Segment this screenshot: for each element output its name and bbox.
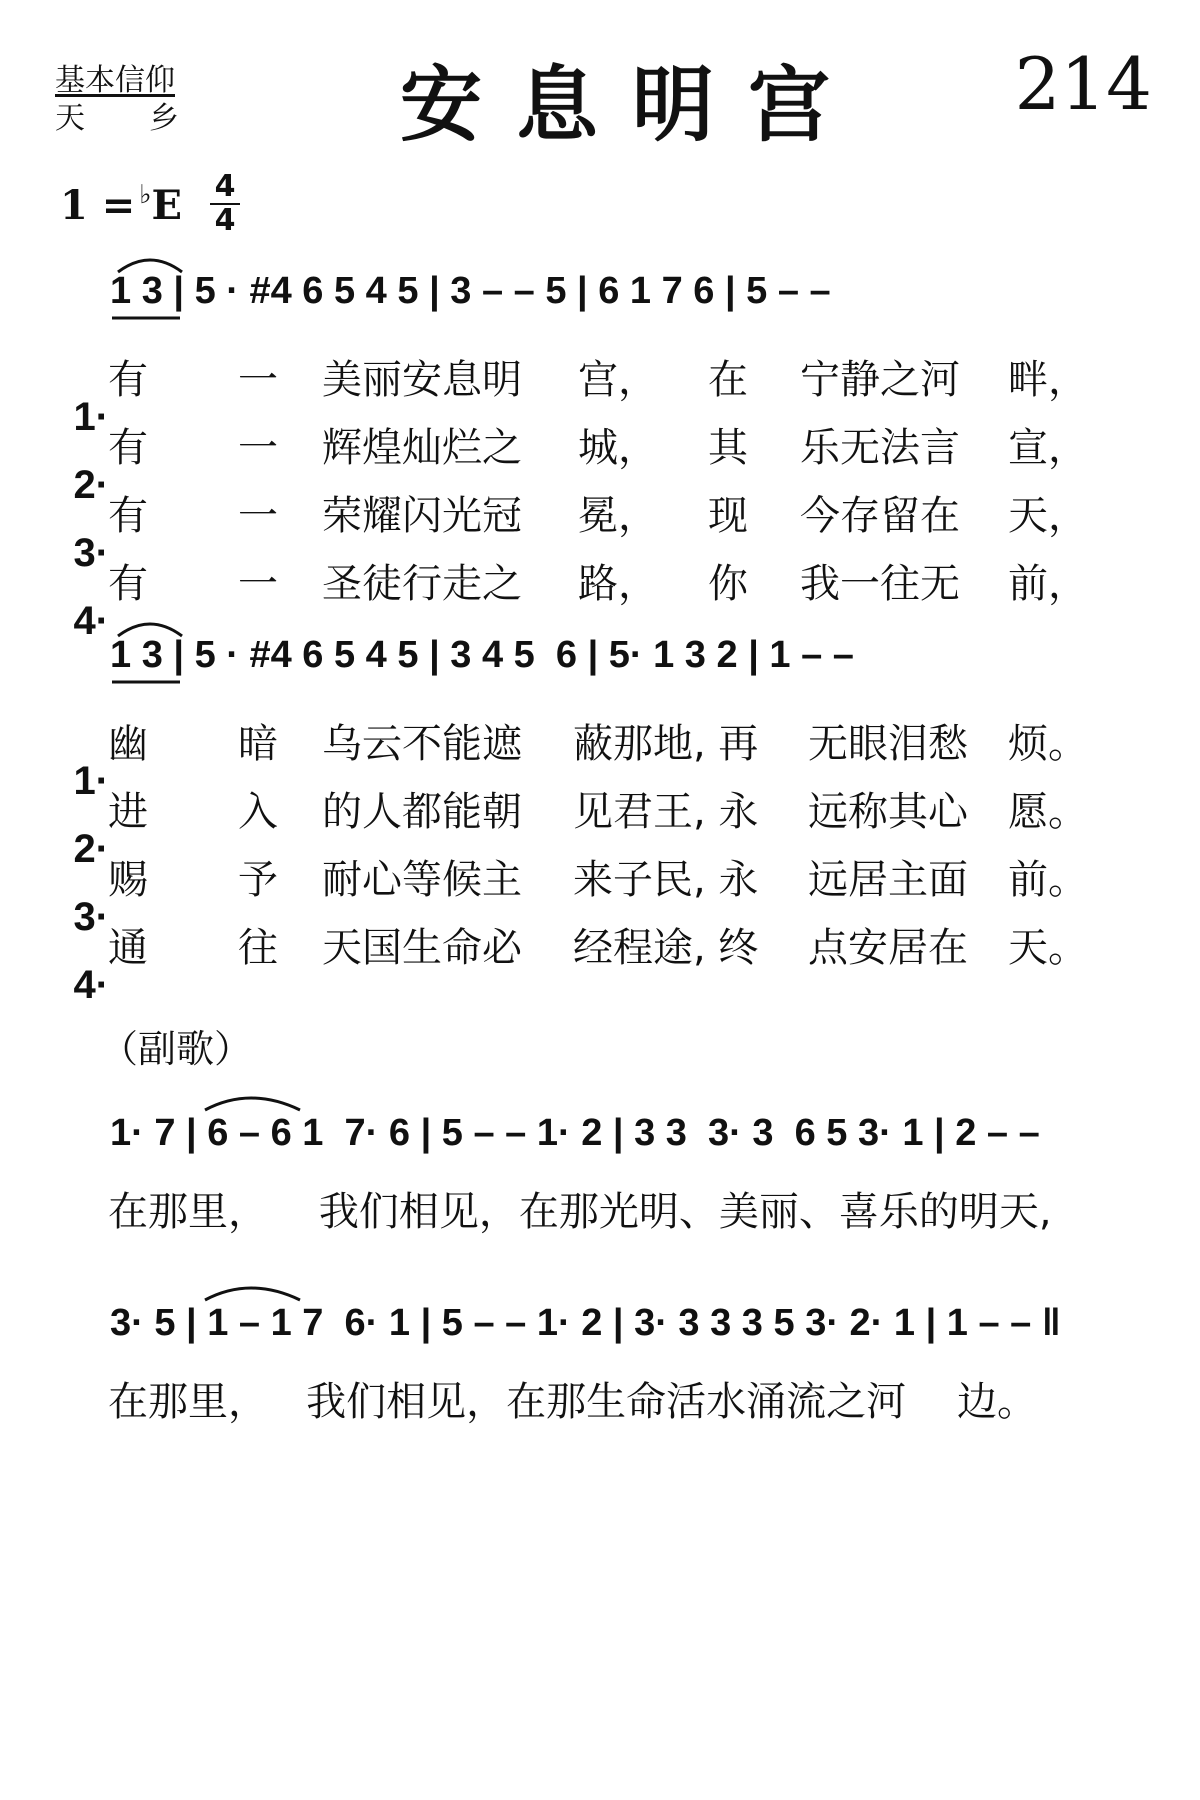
- lyric-seg: 路，: [578, 561, 658, 607]
- lyric-seg: 一: [238, 357, 278, 403]
- lyric-seg: 辉煌灿烂之: [322, 425, 522, 471]
- chorus-lyric-1: 在那里， 我们相见，在那光明、美丽、喜乐的明天,: [108, 1189, 1052, 1235]
- verse-number: 1·: [73, 395, 110, 439]
- lyric-seg: 宁静之河: [800, 357, 960, 403]
- hymn-number: 214: [1014, 42, 1152, 126]
- verse-number: 2·: [73, 463, 110, 507]
- lyric-seg: 暗: [238, 721, 278, 767]
- verse-number: 3·: [73, 895, 110, 939]
- lyric-seg: 来子民, 永: [573, 857, 759, 903]
- verse-number: 2·: [73, 827, 110, 871]
- slur-mark: [205, 1098, 300, 1110]
- lyric-seg: 乐无法言: [800, 425, 960, 471]
- lyric-seg: 远称其心: [808, 789, 968, 835]
- lyric-seg: 乌云不能遮: [322, 721, 522, 767]
- category-sublabel: 天乡: [55, 101, 243, 136]
- lyric-seg: 在: [708, 357, 748, 403]
- lyric-seg: 赐: [108, 857, 148, 903]
- lyric-seg: 耐心等候主: [322, 857, 522, 903]
- lyric-seg: 予: [238, 857, 278, 903]
- lyric-seg: 一: [238, 493, 278, 539]
- lyric-seg: 今存留在: [800, 493, 960, 539]
- verse-number: 4·: [73, 963, 110, 1007]
- lyric-seg: 冕，: [578, 493, 658, 539]
- lyric-seg: 城，: [578, 425, 658, 471]
- lyric-seg: 有: [108, 425, 148, 471]
- lyric-seg: 见君王, 永: [573, 789, 759, 835]
- notation-line-1: 1 3 | 5 · #4 6 5 4 5 | 3 – – 5 | 6 1 7 6 | 5 – –: [110, 270, 831, 312]
- slur-mark: [118, 260, 182, 272]
- lyric-seg: 荣耀闪光冠: [322, 493, 522, 539]
- lyric-seg: 一: [238, 425, 278, 471]
- lyric-seg: 天国生命必: [322, 925, 522, 971]
- time-signature-top: 4: [214, 169, 236, 204]
- lyric-seg: 无眼泪愁: [808, 721, 968, 767]
- lyric-seg: 幽: [108, 721, 148, 767]
- category-label: 基本信仰: [55, 63, 175, 98]
- slur-mark: [118, 624, 182, 636]
- lyric-seg: 天。: [1008, 925, 1088, 971]
- notation-line-3: 1· 7 | 6 – 6 1 7· 6 | 5 – – 1· 2 | 3 3 3· 3 6 5 3· 1 | 2 – –: [110, 1112, 1040, 1154]
- lyric-seg: 的人都能朝: [322, 789, 522, 835]
- lyric-seg: 通: [108, 925, 148, 971]
- lyric-seg: 现: [708, 493, 748, 539]
- lyric-seg: 前。: [1008, 857, 1088, 903]
- lyric-seg: 宣，: [1008, 425, 1088, 471]
- flat-sign: ♭: [139, 180, 152, 210]
- lyric-seg: 有: [108, 357, 148, 403]
- lyric-seg: 进: [108, 789, 148, 835]
- lyric-seg: 蔽那地, 再: [573, 721, 759, 767]
- lyric-seg: 圣徒行走之: [322, 561, 522, 607]
- lyric-seg: 一: [238, 561, 278, 607]
- notation-line-4: 3· 5 | 1 – 1 7 6· 1 | 5 – – 1· 2 | 3· 3 3 3 5 3· 2· 1 | 1 – – ‖: [110, 1302, 1061, 1344]
- lyric-seg: 点安居在: [808, 925, 968, 971]
- lyric-seg: 经程途, 终: [573, 925, 759, 971]
- verse-number: 4·: [73, 599, 110, 643]
- lyric-seg: 你: [708, 561, 748, 607]
- lyric-seg: 烦。: [1008, 721, 1088, 767]
- hymn-title: 安息明宫: [400, 58, 865, 153]
- lyric-seg: 入: [238, 789, 278, 835]
- chorus-label: （副歌）: [100, 1027, 253, 1071]
- lyric-seg: 宫，: [578, 357, 658, 403]
- lyric-seg: 前，: [1008, 561, 1088, 607]
- key-prefix: 1 =: [60, 182, 136, 229]
- lyric-seg: 有: [108, 561, 148, 607]
- verse-number: 3·: [73, 531, 110, 575]
- lyric-seg: 往: [238, 925, 278, 971]
- slur-mark: [205, 1288, 300, 1300]
- lyric-seg: 美丽安息明: [322, 357, 522, 403]
- lyric-seg: 有: [108, 493, 148, 539]
- lyric-seg: 畔，: [1008, 357, 1088, 403]
- key-letter: E: [151, 182, 183, 229]
- lyric-seg: 其: [708, 425, 748, 471]
- verse-number: 1·: [73, 759, 110, 803]
- lyric-seg: 我一往无: [800, 561, 960, 607]
- lyric-seg: 愿。: [1008, 789, 1088, 835]
- notation-line-2: 1 3 | 5 · #4 6 5 4 5 | 3 4 5 6 | 5· 1 3 2 | 1 – –: [110, 634, 854, 676]
- time-signature-bottom: 4: [214, 203, 236, 238]
- lyric-seg: 天，: [1008, 493, 1088, 539]
- lyric-seg: 远居主面: [808, 857, 968, 903]
- chorus-lyric-2: 在那里， 我们相见，在那生命活水涌流之河 边。: [108, 1379, 1038, 1425]
